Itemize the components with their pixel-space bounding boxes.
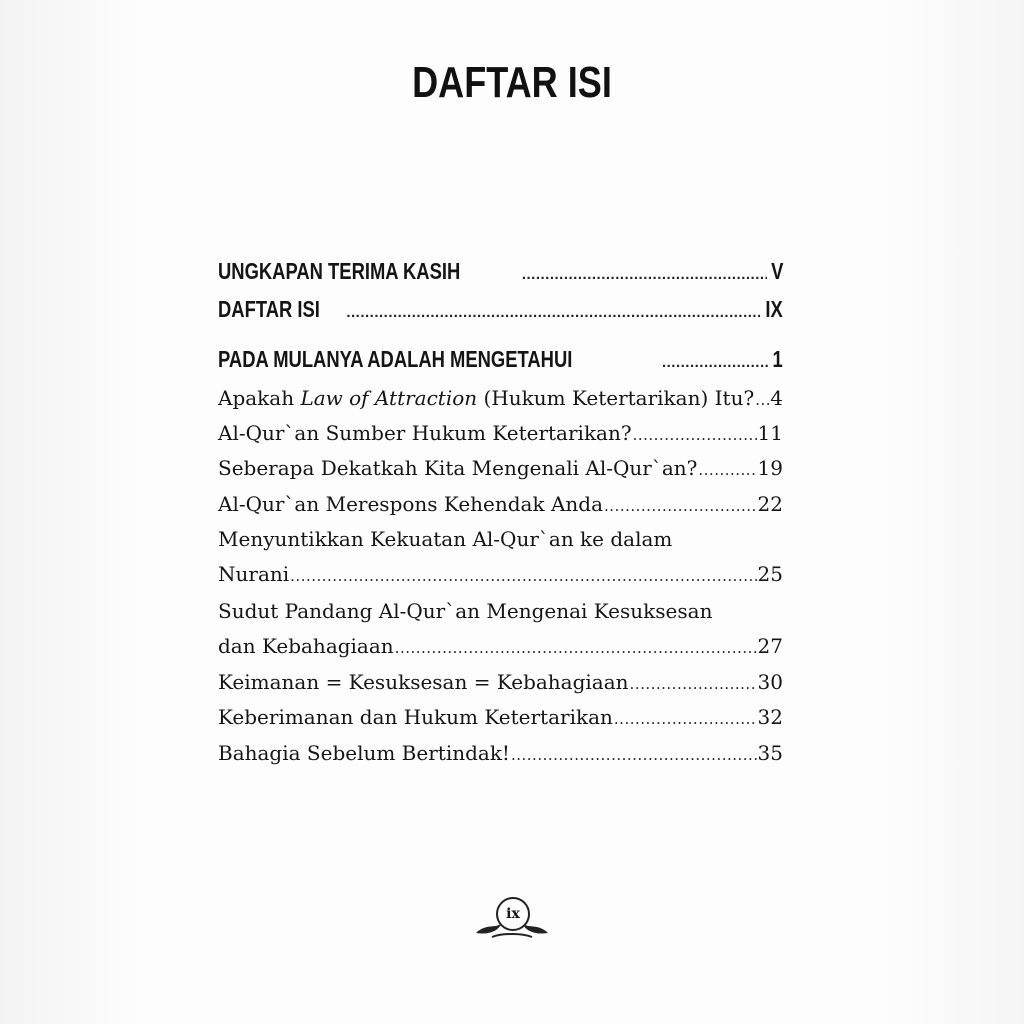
leader-dots <box>604 497 757 515</box>
leader-dots <box>290 567 756 585</box>
toc-entry-page: IX <box>765 296 783 322</box>
toc-entry-page: 30 <box>757 670 783 694</box>
toc-entry <box>218 456 783 480</box>
toc-entry-label: Apakah Law of Attraction (Hukum Ketertarikan) Itu? <box>218 386 755 410</box>
toc-entry-page: 32 <box>757 705 783 729</box>
toc-entry-page: 22 <box>757 492 783 516</box>
toc-chapter-page: 1 <box>772 346 783 372</box>
toc-entry <box>218 492 783 516</box>
toc-entry-label: DAFTAR ISI <box>218 296 320 322</box>
toc-entry <box>218 634 783 658</box>
toc-entry-page: V <box>770 258 783 284</box>
toc-chapter-heading <box>218 346 783 373</box>
page-number-ornament <box>470 893 554 943</box>
leader-dots <box>662 354 769 371</box>
leader-dots <box>511 746 757 764</box>
page-title: DAFTAR ISI <box>412 58 612 107</box>
leader-dots <box>614 710 757 728</box>
toc-entry-label: Nurani <box>218 562 290 586</box>
toc-entry <box>218 562 783 586</box>
toc-entry-label: Bahagia Sebelum Bertindak! <box>218 741 510 765</box>
toc-entry-label: Al-Qur`an Merespons Kehendak Anda <box>218 492 604 516</box>
toc-entry <box>218 421 783 445</box>
toc-entry <box>218 705 783 729</box>
toc-entry-page: 19 <box>757 456 783 480</box>
leader-dots <box>755 391 769 409</box>
leader-dots <box>630 675 757 693</box>
toc-front-matter-contents <box>218 296 783 323</box>
toc-entry-page: 25 <box>757 562 783 586</box>
leader-dots <box>698 461 756 479</box>
toc-entry-label: Keimanan = Kesuksesan = Kebahagiaan <box>218 670 629 694</box>
toc-entry-page: 11 <box>757 421 783 445</box>
leader-dots <box>346 304 760 321</box>
toc-chapter-label: PADA MULANYA ADALAH MENGETAHUI <box>218 346 573 372</box>
toc-entry <box>218 386 783 410</box>
toc-entry-label: dan Kebahagiaan <box>218 634 394 658</box>
toc-entry-first-line: Menyuntikkan Kekuatan Al-Qur`an ke dalam <box>218 527 673 551</box>
leader-dots <box>395 639 757 657</box>
toc-entry-page: 27 <box>757 634 783 658</box>
toc-entry-label: UNGKAPAN TERIMA KASIH <box>218 258 461 284</box>
toc-entry-label: Seberapa Dekatkah Kita Mengenali Al-Qur`an? <box>218 456 698 480</box>
toc-entry-first-line: Sudut Pandang Al-Qur`an Mengenai Kesuksesan <box>218 599 713 623</box>
leader-dots <box>633 426 757 444</box>
toc-entry <box>218 670 783 694</box>
toc-front-matter-acknowledgements <box>218 258 783 285</box>
page-number: ix <box>496 897 530 931</box>
leader-dots <box>522 266 767 283</box>
toc-entry-label: Keberimanan dan Hukum Ketertarikan <box>218 705 613 729</box>
toc-entry-page: 35 <box>757 741 783 765</box>
toc-entry-page: 4 <box>770 386 783 410</box>
toc-entry-label: Al-Qur`an Sumber Hukum Ketertarikan? <box>218 421 632 445</box>
toc-entry <box>218 741 783 765</box>
